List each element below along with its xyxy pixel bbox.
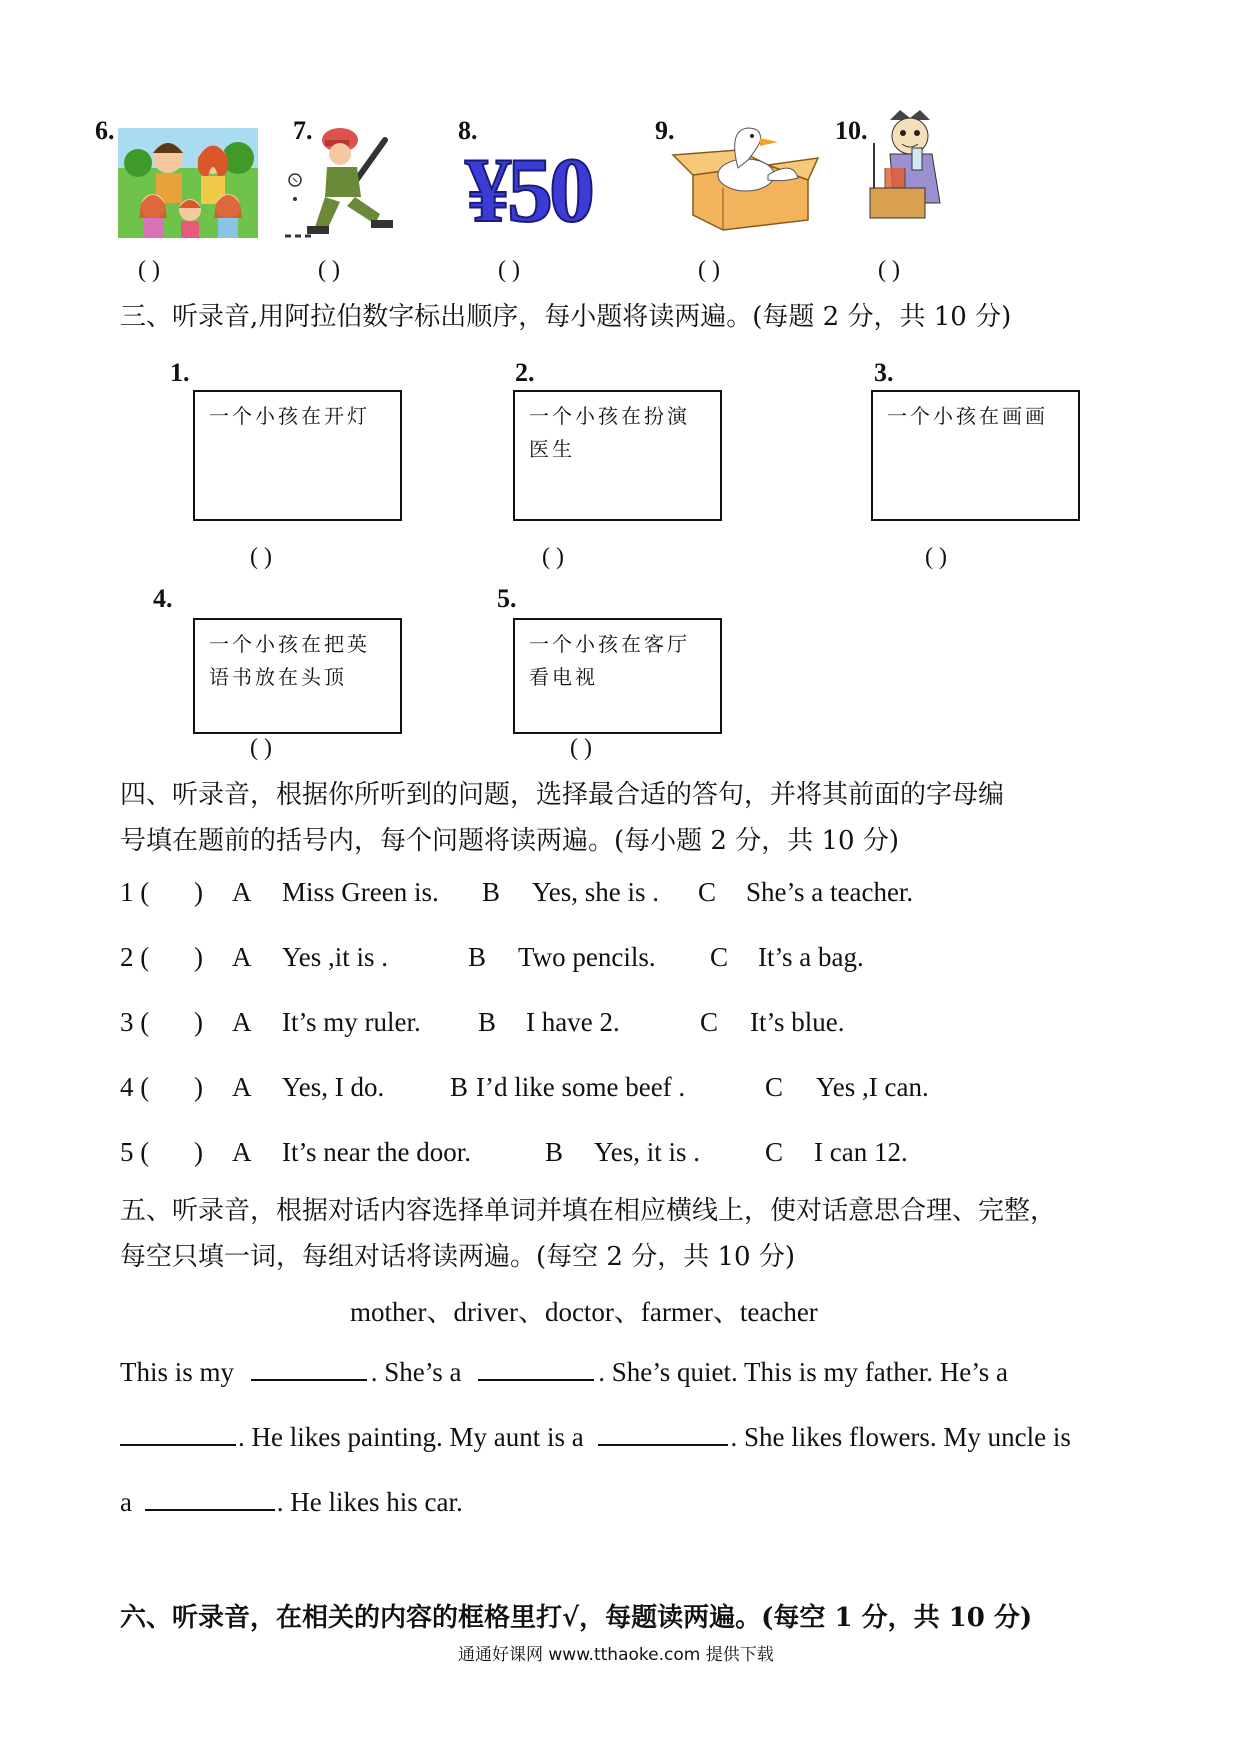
section-6-title: 六、听录音，在相关的内容的框格里打√，每题读两遍。(每空 1 分，共 10 分): [120, 1603, 1033, 1633]
baseball-player-picture: [285, 122, 425, 240]
option-text: It’s my ruler.: [282, 1007, 421, 1037]
option-text: It’s near the door.: [282, 1137, 471, 1167]
question-number: 3.: [874, 358, 894, 387]
option-text: I’d like some beef .: [476, 1072, 686, 1102]
answer-bracket[interactable]: ( ): [250, 544, 272, 570]
option-text: I can 12.: [814, 1137, 908, 1167]
answer-bracket[interactable]: ( ): [542, 544, 564, 570]
passage-text: . He likes his car.: [276, 1487, 463, 1517]
option-text: Yes, I do.: [282, 1072, 385, 1102]
question-number: 9.: [655, 116, 675, 145]
section-4-title-line1: 四、听录音，根据你所听到的问题，选择最合适的答句，并将其前面的字母编: [120, 780, 1005, 810]
bracket-close: ): [194, 1137, 203, 1167]
bracket-close: ): [194, 1007, 203, 1037]
option-letter: B: [468, 942, 487, 972]
word-bank: mother、driver、doctor、farmer、teacher: [350, 1297, 818, 1327]
question-number: 6.: [95, 116, 115, 145]
answer-bracket[interactable]: ( ): [250, 735, 272, 761]
option-letter: B: [450, 1072, 469, 1102]
passage-text: . She’s quiet. This is my father. He’s a: [598, 1357, 1008, 1387]
option-letter: A: [232, 1007, 252, 1037]
question-number[interactable]: 3 (: [120, 1007, 150, 1037]
fill-blank[interactable]: [251, 1355, 367, 1381]
question-number: 1.: [170, 358, 190, 387]
scene-description-box: 一个小孩在扮演医生: [513, 390, 722, 521]
family-picture: [118, 128, 258, 238]
bracket-close: ): [194, 942, 203, 972]
fill-blank[interactable]: [145, 1485, 275, 1511]
yen-50-picture: [465, 140, 635, 240]
option-text: Yes, she is .: [532, 877, 660, 907]
scientist-picture: [860, 108, 960, 228]
option-letter: C: [700, 1007, 719, 1037]
section-3-title: 三、听录音,用阿拉伯数字标出顺序，每小题将读两遍。(每题 2 分，共 10 分): [120, 302, 1012, 332]
fill-blank[interactable]: [120, 1420, 236, 1446]
bracket-close: ): [194, 877, 203, 907]
section-4-title-line2: 号填在题前的括号内，每个问题将读两遍。(每小题 2 分，共 10 分): [120, 826, 899, 856]
option-text: Yes, it is .: [594, 1137, 701, 1167]
answer-bracket[interactable]: ( ): [570, 735, 592, 761]
option-text: Two pencils.: [518, 942, 656, 972]
answer-bracket[interactable]: ( ): [498, 257, 520, 283]
option-text: Miss Green is.: [282, 877, 439, 907]
section-5-title-line1: 五、听录音，根据对话内容选择单词并填在相应横线上，使对话意思合理、完整，: [120, 1196, 1057, 1226]
answer-bracket[interactable]: ( ): [138, 257, 160, 283]
scene-description-box: 一个小孩在开灯: [193, 390, 402, 521]
scene-description-box: 一个小孩在客厅看电视: [513, 618, 722, 734]
option-text: Yes ,I can.: [816, 1072, 929, 1102]
answer-bracket[interactable]: ( ): [925, 544, 947, 570]
question-number: 4.: [153, 584, 173, 613]
passage-text: . He likes painting. My aunt is a: [238, 1422, 584, 1452]
question-number: 10.: [835, 116, 868, 145]
option-letter: A: [232, 1137, 252, 1167]
passage-line-2: [120, 1420, 1132, 1453]
fill-blank[interactable]: [478, 1355, 594, 1381]
option-letter: A: [232, 1072, 252, 1102]
scene-description-box: 一个小孩在画画: [871, 390, 1080, 521]
question-number: 8.: [458, 116, 478, 145]
question-number: 7.: [293, 116, 313, 145]
option-letter: B: [482, 877, 501, 907]
passage-line-3: [120, 1485, 1132, 1518]
question-number[interactable]: 5 (: [120, 1137, 150, 1167]
option-letter: A: [232, 942, 252, 972]
question-number[interactable]: 1 (: [120, 877, 150, 907]
question-number[interactable]: 2 (: [120, 942, 150, 972]
option-text: It’s a bag.: [758, 942, 864, 972]
answer-bracket[interactable]: ( ): [878, 257, 900, 283]
option-letter: C: [765, 1137, 784, 1167]
passage-line-1: [120, 1355, 1132, 1388]
passage-text: . She’s a: [370, 1357, 462, 1387]
fill-blank[interactable]: [598, 1420, 728, 1446]
option-letter: C: [765, 1072, 784, 1102]
scene-description-box: 一个小孩在把英语书放在头顶: [193, 618, 402, 734]
option-text: I have 2.: [526, 1007, 620, 1037]
option-text: It’s blue.: [750, 1007, 845, 1037]
duck-in-box-picture: [668, 120, 828, 232]
option-text: She’s a teacher.: [746, 877, 914, 907]
passage-text: . She likes flowers. My uncle is: [730, 1422, 1071, 1452]
section-5-title-line2: 每空只填一词，每组对话将读两遍。(每空 2 分，共 10 分): [120, 1242, 795, 1272]
answer-bracket[interactable]: ( ): [698, 257, 720, 283]
footer-source: 通通好课网 www.tthaoke.com 提供下载: [458, 1645, 774, 1665]
option-text: Yes ,it is .: [282, 942, 389, 972]
question-number: 2.: [515, 358, 535, 387]
answer-bracket[interactable]: ( ): [318, 257, 340, 283]
option-letter: C: [710, 942, 729, 972]
passage-text: a: [120, 1487, 132, 1517]
question-number: 5.: [497, 584, 517, 613]
bracket-close: ): [194, 1072, 203, 1102]
yen-50-text: ¥50: [465, 139, 591, 241]
option-letter: B: [545, 1137, 564, 1167]
option-letter: B: [478, 1007, 497, 1037]
option-letter: C: [698, 877, 717, 907]
option-letter: A: [232, 877, 252, 907]
passage-text: This is my: [120, 1357, 235, 1387]
question-number[interactable]: 4 (: [120, 1072, 150, 1102]
